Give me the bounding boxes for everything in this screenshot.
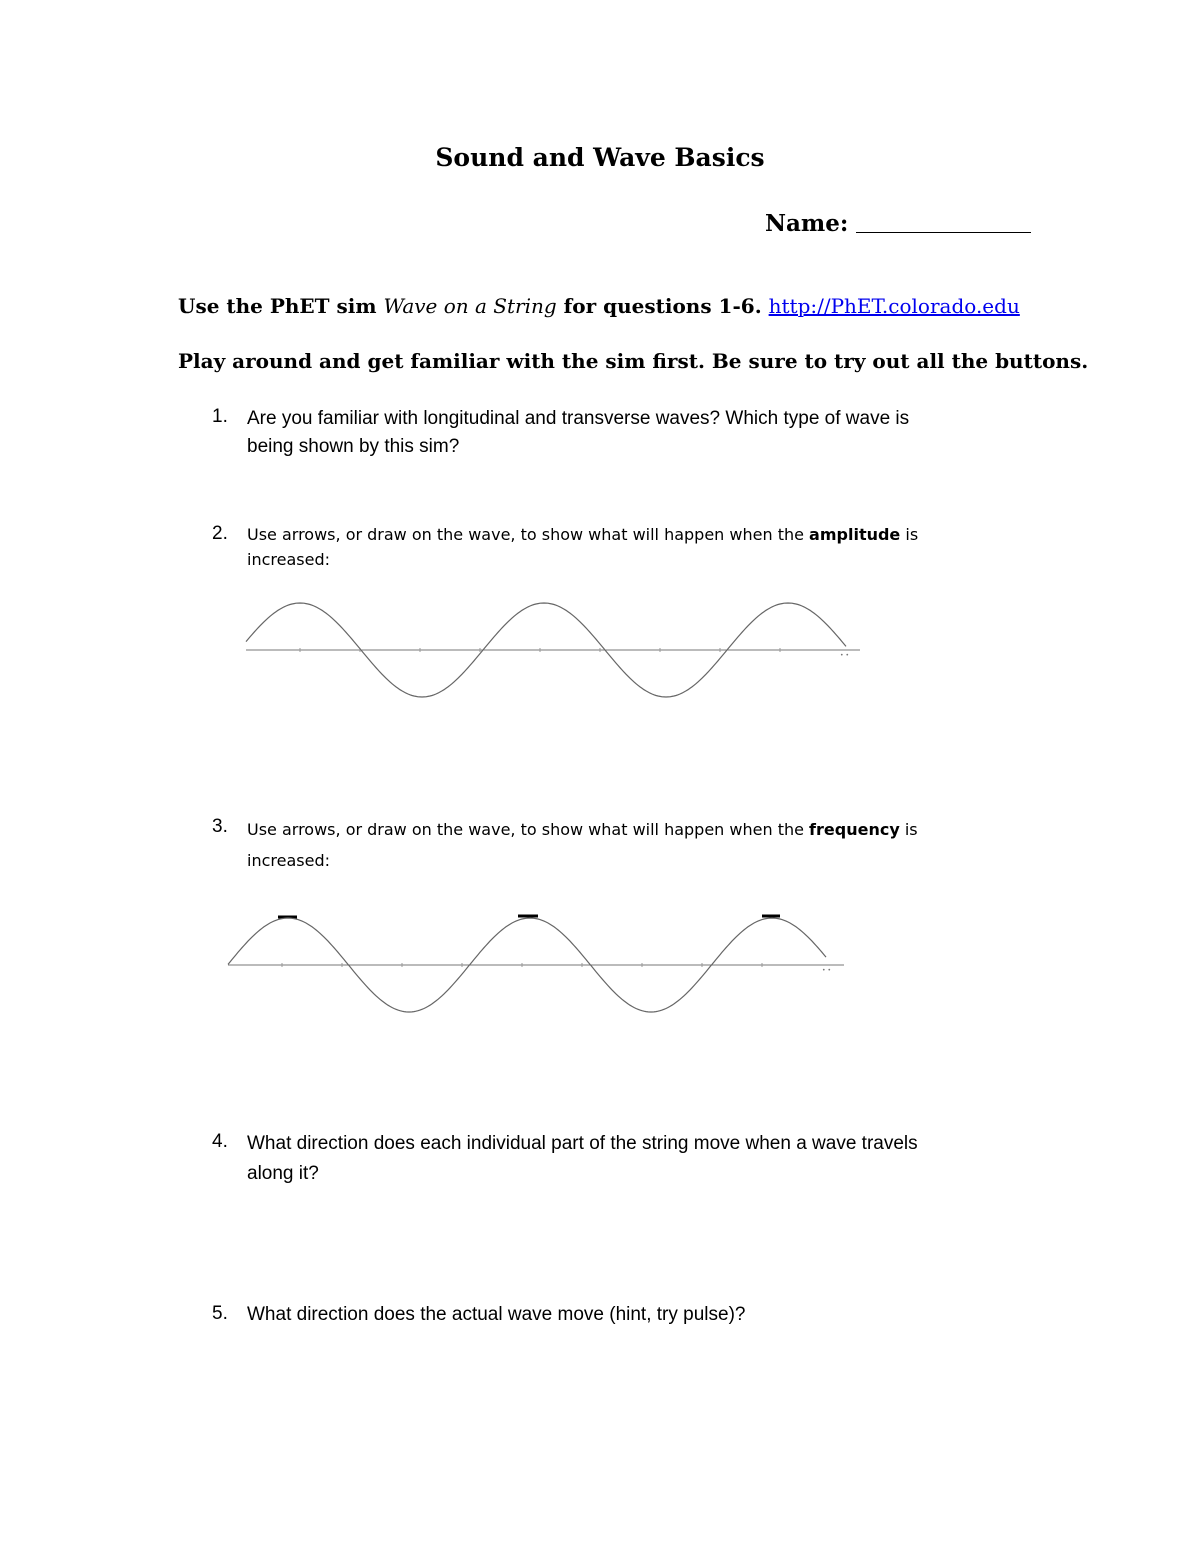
question-2-keyword: amplitude <box>809 525 901 544</box>
question-1-line1: Are you familiar with longitudinal and transverse waves? Which type of wave is <box>247 408 910 429</box>
question-5-number: 5. <box>212 1303 228 1324</box>
page-title: Sound and Wave Basics <box>435 143 765 172</box>
end-marker: • • <box>822 967 831 974</box>
question-3-text <box>247 814 918 876</box>
intro-suffix: for questions 1-6. <box>556 294 769 318</box>
question-1-line2: being shown by this sim? <box>247 436 460 457</box>
question-3-number: 3. <box>212 816 228 837</box>
frequency-wave-diagram[interactable] <box>222 906 852 1021</box>
end-marker: • • <box>840 652 849 659</box>
question-4-line2: along it? <box>247 1163 319 1184</box>
name-field <box>765 210 1031 237</box>
question-3-pre: Use arrows, or draw on the wave, to show what will happen when the <box>247 820 810 839</box>
question-2-number: 2. <box>212 523 228 544</box>
phet-link[interactable]: http://PhET.colorado.edu <box>768 294 1020 318</box>
intro-prefix: Use the PhET sim <box>178 294 384 318</box>
question-2-post: is <box>900 525 919 544</box>
question-2-line2: increased: <box>247 550 330 569</box>
question-3-keyword: frequency <box>809 820 900 839</box>
crest-markers <box>278 916 780 917</box>
question-4-number: 4. <box>212 1131 228 1152</box>
question-4-text <box>247 1129 918 1189</box>
intro-line <box>178 294 1020 318</box>
question-3-line2: increased: <box>247 851 330 870</box>
name-label: Name: <box>765 210 849 237</box>
amplitude-wave-diagram[interactable] <box>240 592 870 707</box>
question-1-text <box>247 405 909 461</box>
question-5-text: What direction does the actual wave move (hint, try pulse)? <box>247 1304 746 1325</box>
question-4-line1: What direction does each individual part of the string move when a wave travels <box>247 1133 918 1154</box>
question-3-post: is <box>899 820 918 839</box>
question-2-pre: Use arrows, or draw on the wave, to show what will happen when the <box>247 525 810 544</box>
name-blank-line[interactable] <box>856 232 1031 233</box>
sim-name: Wave on a String <box>383 294 557 318</box>
question-1-number: 1. <box>212 406 228 427</box>
question-2-text <box>247 522 918 572</box>
instructions: Play around and get familiar with the sim first. Be sure to try out all the buttons. <box>178 349 1089 373</box>
